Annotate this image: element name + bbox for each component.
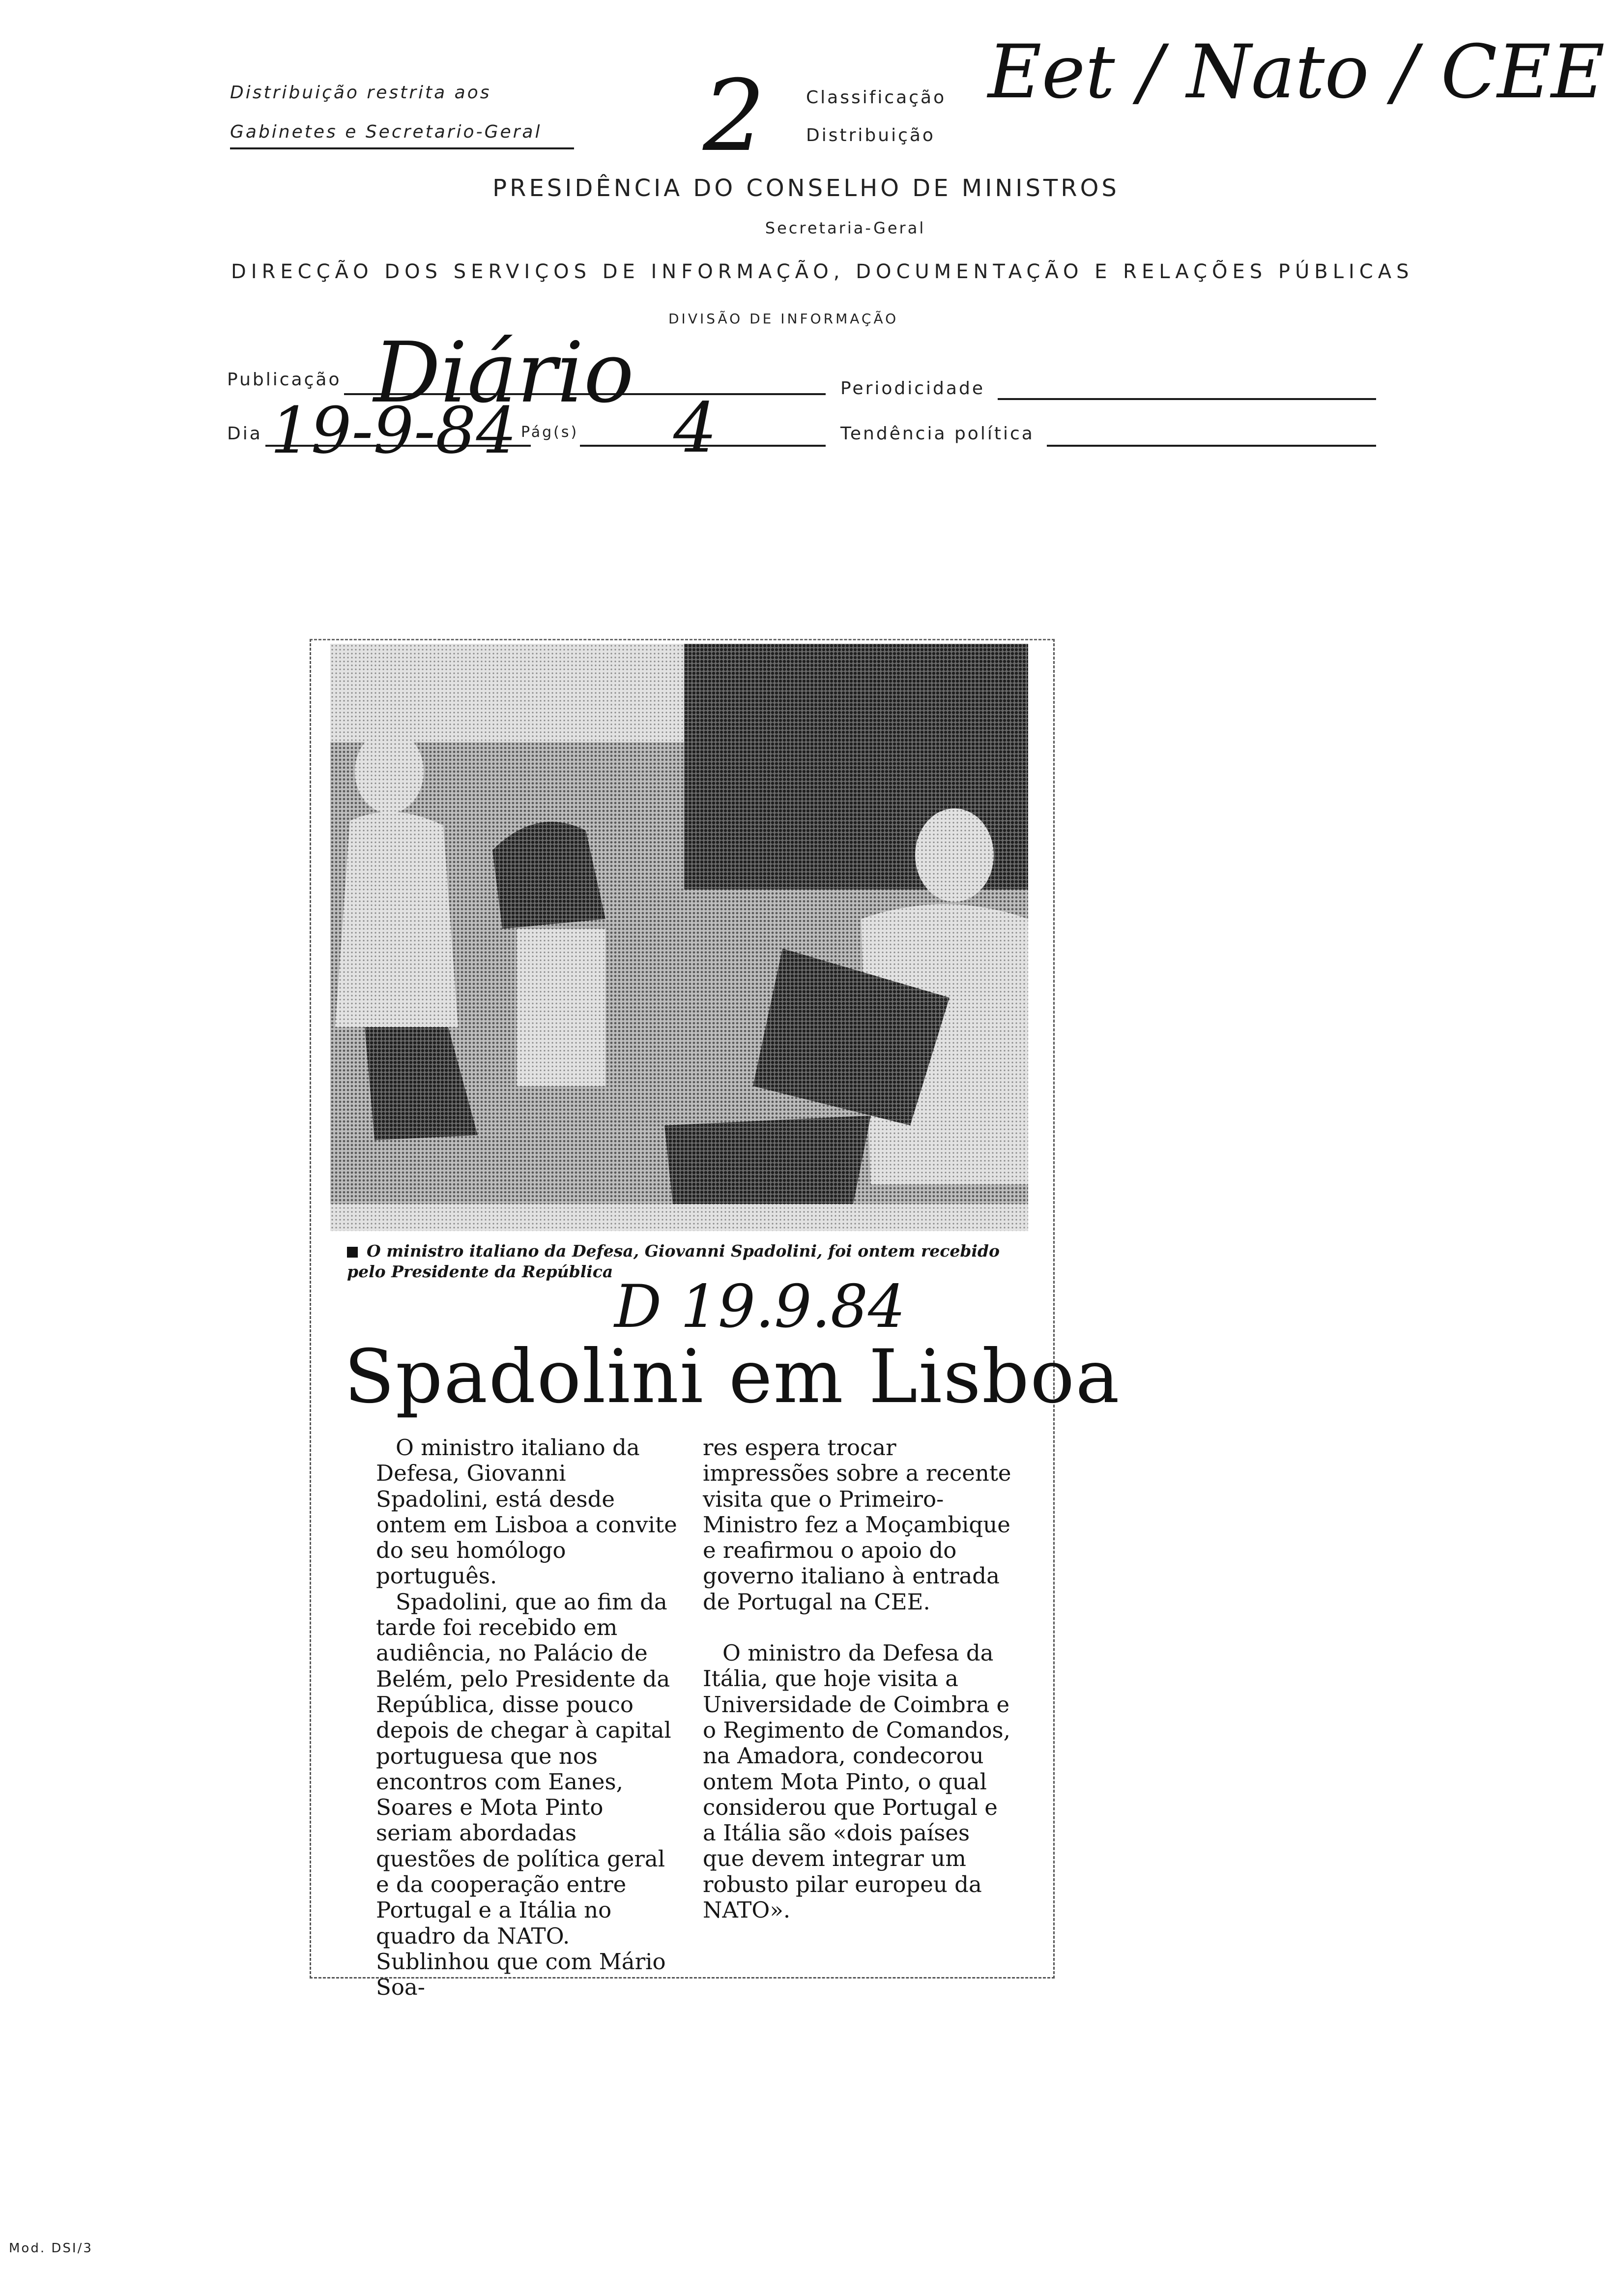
distribution-underline bbox=[230, 147, 574, 149]
form-code: Mod. DSI/3 bbox=[9, 2241, 93, 2256]
paragraph-spacer bbox=[703, 1615, 1017, 1640]
periodicity-field-line bbox=[998, 398, 1376, 400]
article-column-1 bbox=[376, 1435, 681, 2001]
day-label: Dia bbox=[227, 424, 262, 444]
department-title: Secretaria-Geral bbox=[765, 219, 926, 237]
division-title: DIVISÃO DE INFORMAÇÃO bbox=[668, 311, 899, 327]
periodicity-label: Periodicidade bbox=[840, 378, 985, 399]
pages-label: Pág(s) bbox=[521, 424, 579, 441]
photo-caption-text: O ministro italiano da Defesa, Giovanni Spadolini, foi ontem recebido pelo Presidente da República bbox=[347, 1241, 1000, 1281]
pages-value: 4 bbox=[673, 388, 718, 468]
distribution-note-line2: Gabinetes e Secretario-Geral bbox=[230, 122, 542, 142]
distribution-note-line1: Distribuição restrita aos bbox=[230, 83, 491, 103]
clipping-handwritten-date: D 19.9.84 bbox=[614, 1273, 906, 1341]
article-headline: Spadolini em Lisboa bbox=[344, 1334, 1121, 1420]
classification-label: Classificação bbox=[806, 87, 947, 108]
publication-label: Publicação bbox=[227, 370, 342, 390]
political-tendency-field-line bbox=[1047, 445, 1376, 447]
day-value: 19-9-84 bbox=[270, 393, 517, 468]
handwritten-number: 2 bbox=[703, 59, 766, 173]
article-paragraph: O ministro da Defesa da Itália, que hoje visita a Universidade de Coimbra e o Regimento de Comandos, na Amadora, condecorou ontem Mota Pinto, o qual considerou que Portugal e a Itália são «dois países que devem integrar um robusto pilar europeu da NATO». bbox=[703, 1640, 1010, 1923]
article-column-2 bbox=[703, 1435, 1017, 1923]
article-paragraph: O ministro italiano da Defesa, Giovanni Spadolini, está desde ontem em Lisboa a convite do seu homólogo português. bbox=[376, 1435, 677, 1589]
organization-title: PRESIDÊNCIA DO CONSELHO DE MINISTROS bbox=[492, 174, 1120, 202]
distribution-label: Distribuição bbox=[806, 125, 935, 145]
directorate-title: DIRECÇÃO DOS SERVIÇOS DE INFORMAÇÃO, DOCUMENTAÇÃO E RELAÇÕES PÚBLICAS bbox=[231, 260, 1414, 283]
article-paragraph: res espera trocar impressões sobre a recente visita que o Primeiro-Ministro fez a Moçambique e reafirmou o apoio do governo italiano à entrada de Portugal na CEE. bbox=[703, 1435, 1011, 1615]
political-tendency-label: Tendência política bbox=[840, 424, 1035, 444]
article-paragraph: Spadolini, que ao fim da tarde foi recebido em audiência, no Palácio de Belém, pelo Presidente da República, disse pouco depois de chegar à capital portuguesa que nos encontros com Eanes, Soares e Mota Pinto seriam abordadas questões de política geral e da cooperação entre Portugal e a Itália no quadro da NATO. Sublinhou que com Mário Soa- bbox=[376, 1588, 671, 2001]
handwritten-annotation: Eet / Nato / CEE bbox=[988, 29, 1605, 115]
publication-value: Diário bbox=[374, 324, 634, 422]
caption-bullet-icon bbox=[347, 1247, 358, 1258]
news-photo bbox=[330, 644, 1028, 1231]
